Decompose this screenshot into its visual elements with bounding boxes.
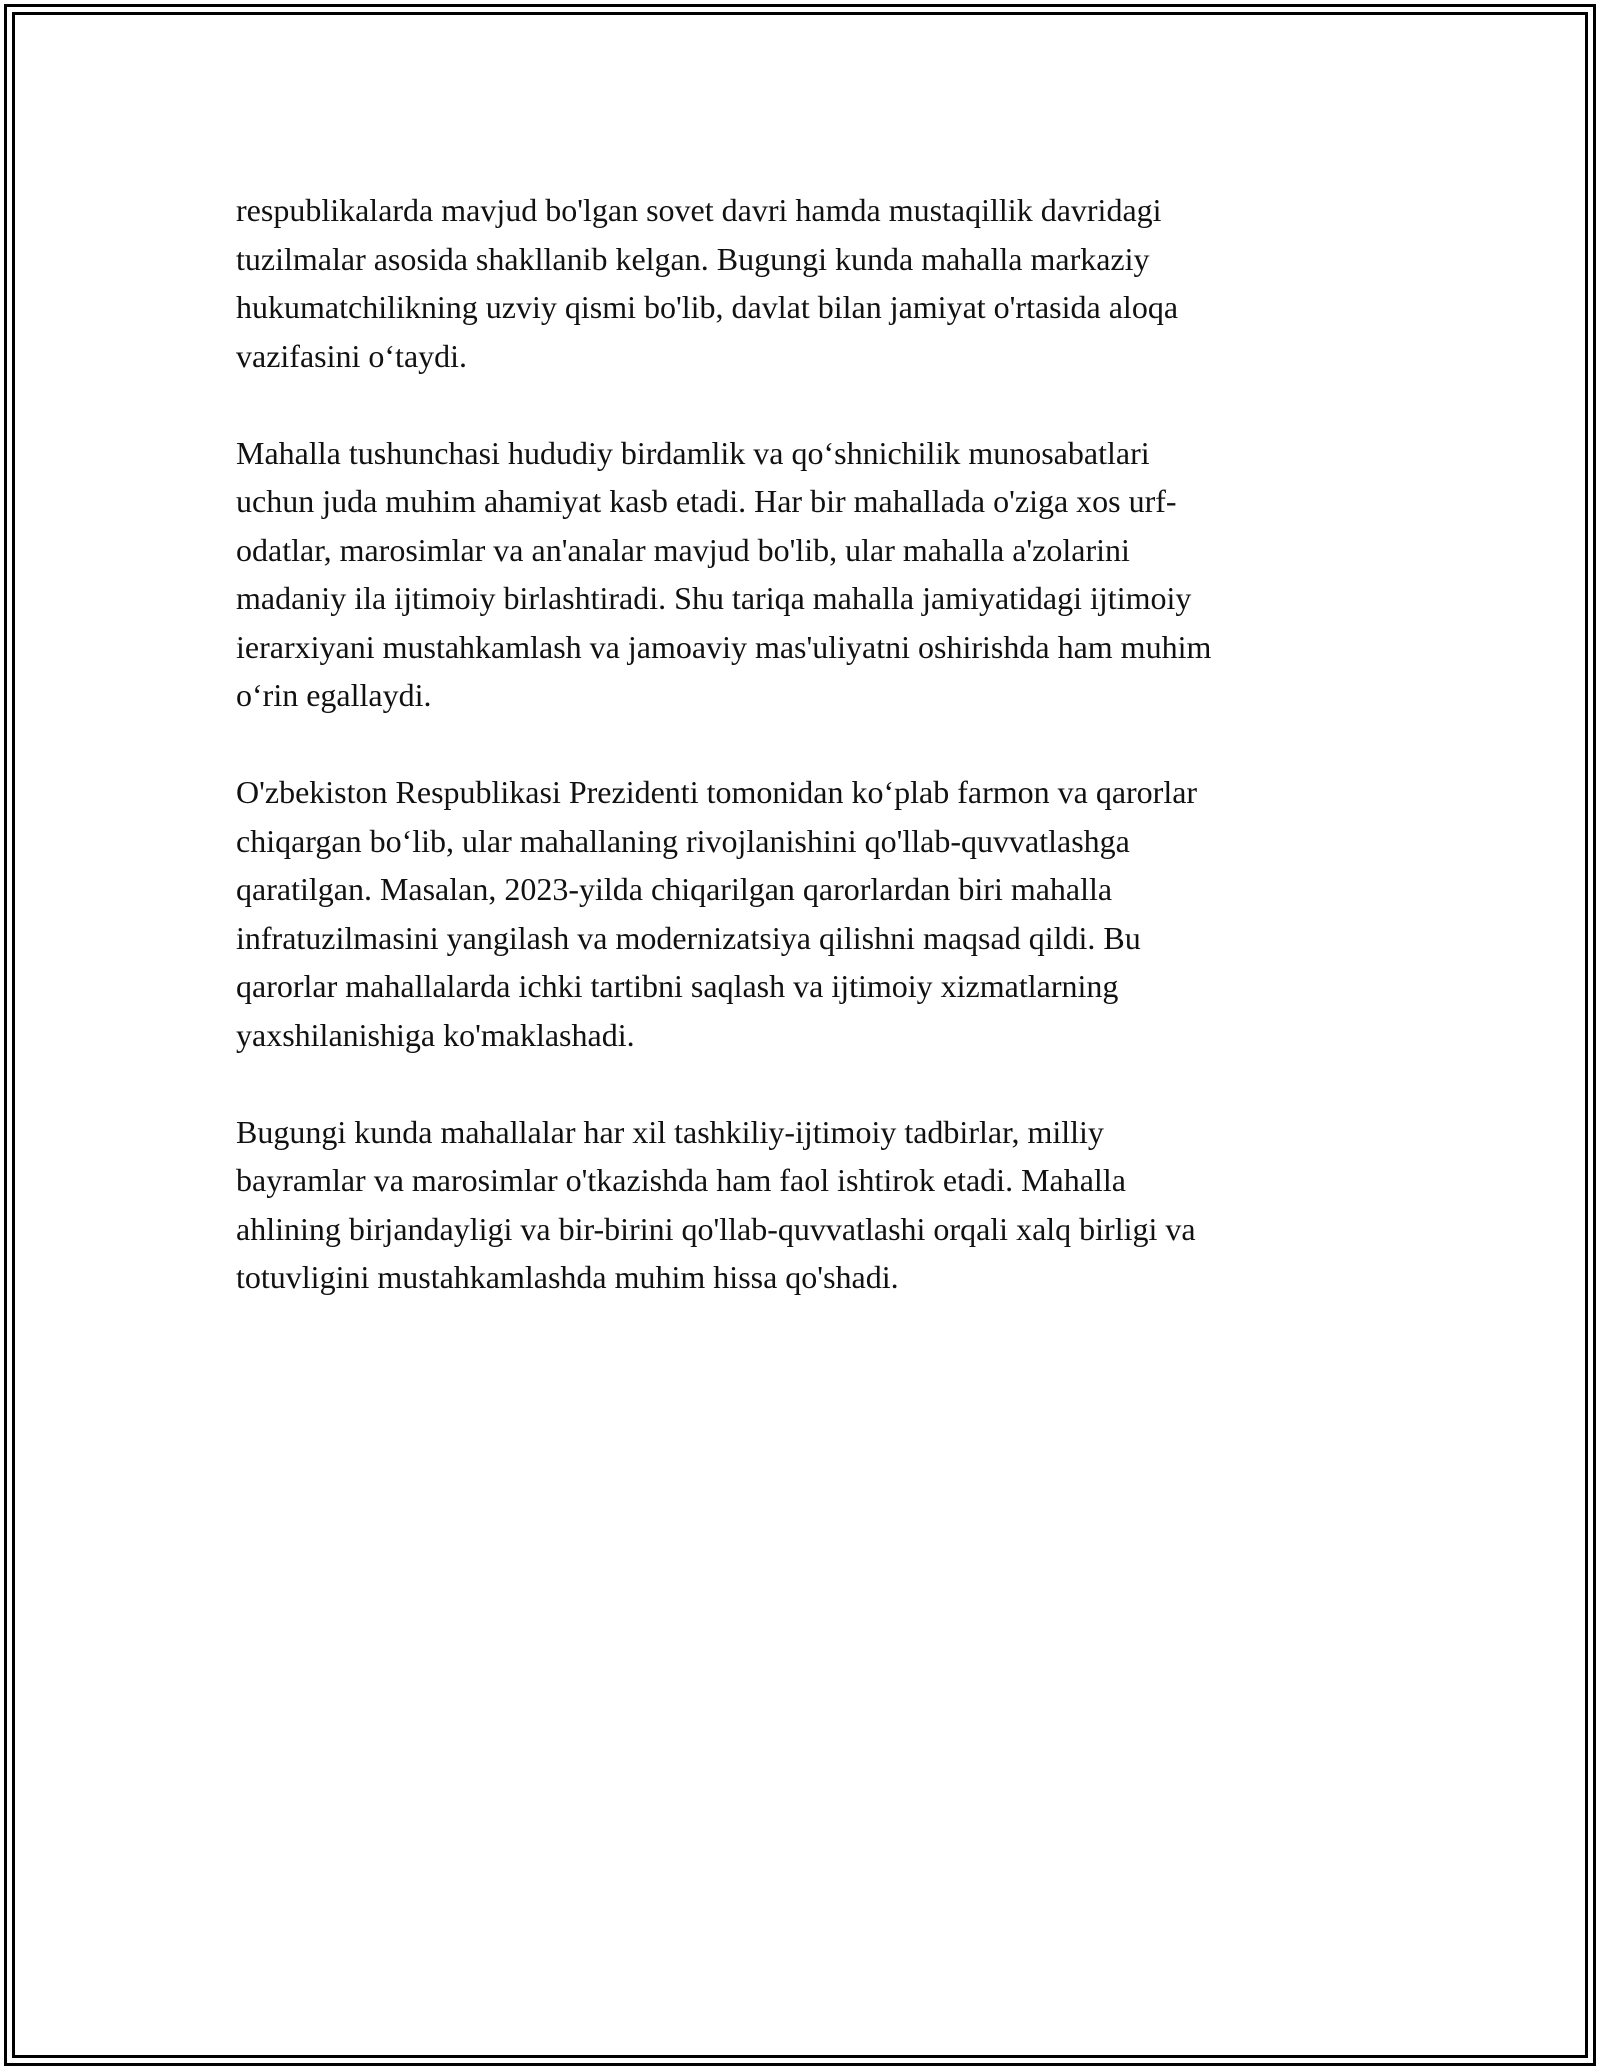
document-body [236,186,1366,1350]
paragraph-2 [236,429,1366,720]
paragraph-line: ahlining birjandayligi va bir-birini qo'llab-quvvatlashi orqali xalq birligi va [236,1210,1196,1247]
paragraph-4 [236,1108,1366,1302]
paragraph-line: uchun juda muhim ahamiyat kasb etadi. Har bir mahallada o'ziga xos urf- [236,483,1177,519]
paragraph-line: hukumatchilikning uzviy qismi bo'lib, davlat bilan jamiyat o'rtasida aloqa [236,289,1179,325]
paragraph-line: madaniy ila ijtimoiy birlashtiradi. Shu tariqa mahalla jamiyatidagi ijtimoiy [236,580,1192,616]
paragraph-line: infratuzilmasini yangilash va modernizatsiya qilishni maqsad qildi. Bu [236,919,1141,956]
paragraph-line: yaxshilanishiga ko'maklashadi. [236,1016,635,1053]
paragraph-3 [236,768,1366,1059]
paragraph-line: bayramlar va marosimlar o'tkazishda ham faol ishtirok etadi. Mahalla [236,1162,1126,1198]
paragraph-line: chiqargan bo‘lib, ular mahallaning rivojlanishini qo'llab-quvvatlashga [236,822,1130,859]
paragraph-line: totuvligini mustahkamlashda muhim hissa qo'shadi. [236,1259,899,1295]
paragraph-line: o‘rin egallaydi. [236,677,432,713]
paragraph-line: qaratilgan. Masalan, 2023-yilda chiqarilgan qarorlardan biri mahalla [236,871,1113,907]
paragraph-line: odatlar, marosimlar va an'analar mavjud bo'lib, ular mahalla a'zolarini [236,531,1130,568]
paragraph-line: tuzilmalar asosida shakllanib kelgan. Bugungi kunda mahalla markaziy [236,240,1150,277]
paragraph-line: respublikalarda mavjud bo'lgan sovet davri hamda mustaqillik davridagi [236,192,1162,228]
paragraph-line: O'zbekiston Respublikasi Prezidenti tomonidan ko‘plab farmon va qarorlar [236,774,1198,810]
paragraph-line: Mahalla tushunchasi hududiy birdamlik va qo‘shnichilik munosabatlari [236,434,1150,471]
paragraph-line: vazifasini o‘taydi. [236,337,468,374]
paragraph-line: qarorlar mahallalarda ichki tartibni saqlash va ijtimoiy xizmatlarning [236,968,1119,1004]
paragraph-line: ierarxiyani mustahkamlash va jamoaviy mas'uliyatni oshirishda ham muhim [236,628,1212,665]
paragraph-line: Bugungi kunda mahallalar har xil tashkiliy-ijtimoiy tadbirlar, milliy [236,1113,1104,1150]
paragraph-1 [236,186,1366,380]
